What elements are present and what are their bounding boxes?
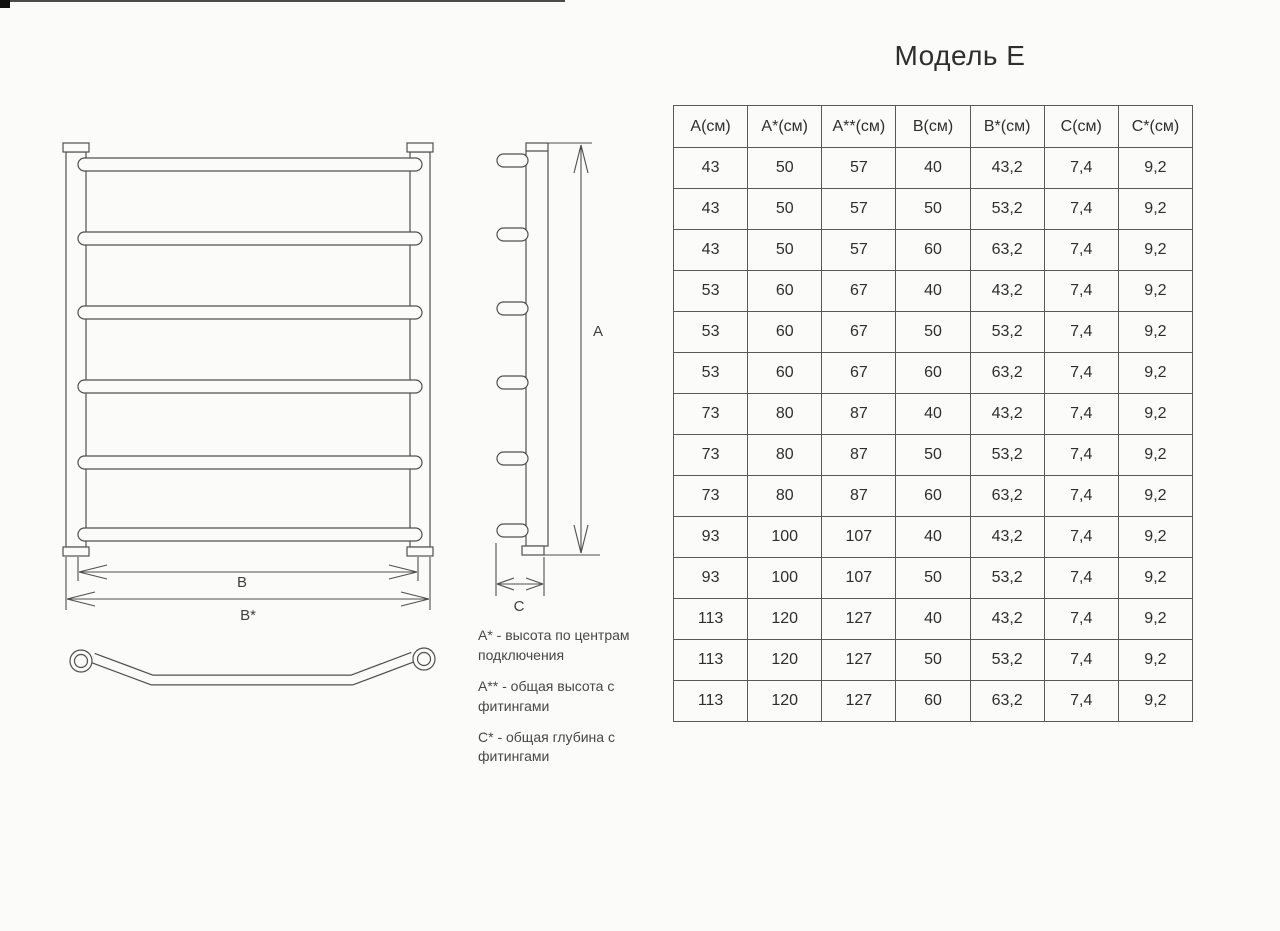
table-cell: 43,2	[970, 517, 1044, 558]
table-cell: 50	[896, 189, 970, 230]
dimension-b	[78, 557, 418, 581]
front-right-post	[410, 152, 430, 547]
table-cell: 40	[896, 394, 970, 435]
front-rung	[78, 456, 422, 469]
table-cell: 80	[748, 476, 822, 517]
table-cell: 80	[748, 435, 822, 476]
table-cell: 50	[748, 148, 822, 189]
table-cell: 87	[822, 394, 896, 435]
table-row	[674, 435, 1193, 476]
front-rung	[78, 528, 422, 541]
dim-b-label: B	[236, 574, 248, 591]
table-cell: 57	[822, 189, 896, 230]
table-cell: 9,2	[1118, 640, 1192, 681]
table-cell: 113	[674, 640, 748, 681]
side-rung-stub	[497, 154, 528, 167]
spec-table-head	[674, 106, 1193, 148]
table-cell: 107	[822, 558, 896, 599]
table-row	[674, 558, 1193, 599]
table-cell: 7,4	[1044, 189, 1118, 230]
table-cell: 113	[674, 599, 748, 640]
side-post	[526, 143, 548, 546]
table-cell: 53,2	[970, 312, 1044, 353]
table-cell: 9,2	[1118, 476, 1192, 517]
table-cell: 53	[674, 353, 748, 394]
column-header: С(см)	[1044, 106, 1118, 148]
table-row	[674, 394, 1193, 435]
table-cell: 7,4	[1044, 558, 1118, 599]
table-cell: 87	[822, 435, 896, 476]
table-cell: 7,4	[1044, 353, 1118, 394]
table-cell: 50	[896, 558, 970, 599]
front-left-post	[66, 152, 86, 547]
page-title: Модель Е	[894, 40, 1026, 71]
table-cell: 53,2	[970, 435, 1044, 476]
table-cell: 113	[674, 681, 748, 722]
table-cell: 7,4	[1044, 476, 1118, 517]
legend-notes	[478, 626, 668, 778]
front-rung	[78, 158, 422, 171]
table-cell: 7,4	[1044, 394, 1118, 435]
table-cell: 43,2	[970, 394, 1044, 435]
column-header: В*(см)	[970, 106, 1044, 148]
spec-table	[673, 105, 1193, 722]
side-view	[497, 143, 548, 555]
rung-end-ring-right-inner	[418, 653, 431, 666]
table-cell: 50	[896, 435, 970, 476]
front-rung	[78, 380, 422, 393]
table-cell: 40	[896, 271, 970, 312]
side-post-bottom-cap	[522, 546, 544, 555]
table-cell: 63,2	[970, 681, 1044, 722]
table-cell: 100	[748, 517, 822, 558]
table-cell: 60	[748, 271, 822, 312]
table-cell: 7,4	[1044, 312, 1118, 353]
column-header: С*(см)	[1118, 106, 1192, 148]
table-cell: 80	[748, 394, 822, 435]
front-right-bottom-cap	[407, 547, 433, 556]
table-row	[674, 148, 1193, 189]
rung-top-view	[70, 648, 435, 680]
table-cell: 73	[674, 476, 748, 517]
table-cell: 60	[748, 353, 822, 394]
table-cell: 53,2	[970, 640, 1044, 681]
rung-end-ring-left-inner	[75, 655, 88, 668]
table-row	[674, 353, 1193, 394]
table-cell: 7,4	[1044, 230, 1118, 271]
table-cell: 7,4	[1044, 148, 1118, 189]
table-cell: 57	[822, 230, 896, 271]
table-cell: 43	[674, 230, 748, 271]
side-rung-stub	[497, 376, 528, 389]
spec-table-wrap	[673, 105, 1193, 722]
side-rung-stub	[497, 452, 528, 465]
column-header: В(см)	[896, 106, 970, 148]
table-cell: 53,2	[970, 189, 1044, 230]
front-left-bottom-cap	[63, 547, 89, 556]
front-view	[63, 143, 433, 556]
table-cell: 60	[896, 353, 970, 394]
table-cell: 9,2	[1118, 271, 1192, 312]
table-cell: 60	[896, 476, 970, 517]
legend-note: А* - высота по центрам подключения	[478, 627, 630, 663]
front-rung	[78, 232, 422, 245]
column-header: А*(см)	[748, 106, 822, 148]
table-cell: 7,4	[1044, 271, 1118, 312]
table-cell: 50	[748, 189, 822, 230]
side-rung-stub	[497, 524, 528, 537]
table-cell: 60	[896, 230, 970, 271]
front-right-top-cap	[407, 143, 433, 152]
table-cell: 100	[748, 558, 822, 599]
table-cell: 63,2	[970, 230, 1044, 271]
header-row	[674, 106, 1193, 148]
table-cell: 7,4	[1044, 681, 1118, 722]
rung-tube-fill	[93, 657, 413, 680]
table-cell: 7,4	[1044, 640, 1118, 681]
table-cell: 87	[822, 476, 896, 517]
column-header: А**(см)	[822, 106, 896, 148]
table-cell: 73	[674, 394, 748, 435]
table-cell: 9,2	[1118, 435, 1192, 476]
table-row	[674, 681, 1193, 722]
table-cell: 9,2	[1118, 148, 1192, 189]
table-row	[674, 517, 1193, 558]
dimension-b-star	[66, 557, 430, 610]
table-cell: 43	[674, 148, 748, 189]
table-cell: 93	[674, 517, 748, 558]
dim-b-star-label: B*	[240, 607, 256, 624]
table-cell: 67	[822, 312, 896, 353]
table-cell: 9,2	[1118, 599, 1192, 640]
table-cell: 7,4	[1044, 517, 1118, 558]
table-cell: 120	[748, 599, 822, 640]
dim-c-label: C	[513, 598, 525, 615]
column-header: А(см)	[674, 106, 748, 148]
table-cell: 40	[896, 517, 970, 558]
table-cell: 40	[896, 599, 970, 640]
table-cell: 120	[748, 640, 822, 681]
legend-note: С* - общая глубина с фитингами	[478, 728, 615, 765]
table-cell: 7,4	[1044, 435, 1118, 476]
table-cell: 60	[896, 681, 970, 722]
table-row	[674, 476, 1193, 517]
table-cell: 53	[674, 312, 748, 353]
table-cell: 9,2	[1118, 558, 1192, 599]
legend-note: А** - общая высота с фитингами	[478, 677, 615, 714]
table-cell: 60	[748, 312, 822, 353]
table-cell: 67	[822, 353, 896, 394]
table-cell: 9,2	[1118, 230, 1192, 271]
table-cell: 93	[674, 558, 748, 599]
table-cell: 50	[748, 230, 822, 271]
table-cell: 40	[896, 148, 970, 189]
table-row	[674, 599, 1193, 640]
table-cell: 9,2	[1118, 189, 1192, 230]
table-cell: 107	[822, 517, 896, 558]
front-left-top-cap	[63, 143, 89, 152]
table-cell: 127	[822, 681, 896, 722]
table-cell: 120	[748, 681, 822, 722]
side-rung-stub	[497, 228, 528, 241]
table-cell: 9,2	[1118, 681, 1192, 722]
dim-a-label: A	[593, 323, 604, 340]
table-row	[674, 271, 1193, 312]
table-cell: 43,2	[970, 148, 1044, 189]
table-row	[674, 189, 1193, 230]
table-cell: 9,2	[1118, 353, 1192, 394]
table-cell: 9,2	[1118, 517, 1192, 558]
table-cell: 43,2	[970, 599, 1044, 640]
table-row	[674, 312, 1193, 353]
table-cell: 43,2	[970, 271, 1044, 312]
table-cell: 9,2	[1118, 394, 1192, 435]
table-cell: 7,4	[1044, 599, 1118, 640]
side-rung-stub	[497, 302, 528, 315]
table-cell: 57	[822, 148, 896, 189]
table-cell: 63,2	[970, 353, 1044, 394]
front-rung	[78, 306, 422, 319]
spec-table-body	[674, 148, 1193, 722]
table-cell: 127	[822, 640, 896, 681]
table-cell: 43	[674, 189, 748, 230]
table-cell: 9,2	[1118, 312, 1192, 353]
table-row	[674, 230, 1193, 271]
table-cell: 53	[674, 271, 748, 312]
table-cell: 50	[896, 640, 970, 681]
table-cell: 50	[896, 312, 970, 353]
table-cell: 53,2	[970, 558, 1044, 599]
table-cell: 63,2	[970, 476, 1044, 517]
table-cell: 73	[674, 435, 748, 476]
table-row	[674, 640, 1193, 681]
table-cell: 127	[822, 599, 896, 640]
table-cell: 67	[822, 271, 896, 312]
